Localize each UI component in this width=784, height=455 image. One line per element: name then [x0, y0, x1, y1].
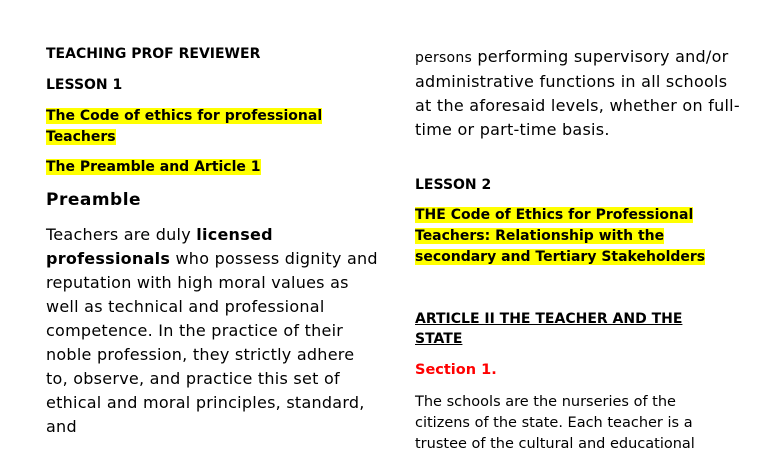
preamble-heading: Preamble: [46, 190, 142, 210]
preamble-paragraph: [46, 223, 381, 439]
code2-title-line-3-text: secondary and Tertiary Stakeholders: [415, 249, 706, 265]
preamble-paragraph-start: Teachers are duly: [46, 225, 197, 244]
lesson-1-heading: LESSON 1: [46, 77, 123, 93]
preamble-article-text: The Preamble and Article 1: [46, 159, 261, 175]
article-2-heading-line-2: STATE: [415, 331, 463, 347]
lesson-2-heading: LESSON 2: [415, 177, 492, 193]
code2-title-line-2: [415, 228, 664, 244]
code-title-line-2-text: Teachers: [46, 129, 116, 145]
continued-paragraph: [415, 45, 745, 142]
code-title-line-2: [46, 129, 116, 145]
code-title-line-1-text: The Code of ethics for professional: [46, 108, 323, 124]
document-title: TEACHING PROF REVIEWER: [46, 46, 261, 62]
continued-paragraph-first-word: persons: [415, 50, 473, 66]
section-1-text: The schools are the nurseries of the citizens of the state. Each teacher is a trustee of the cultural and educational: [415, 394, 695, 452]
section-1-heading: Section 1.: [415, 362, 497, 378]
article-2-heading-line-1: ARTICLE II THE TEACHER AND THE: [415, 311, 683, 327]
code2-title-line-2-text: Teachers: Relationship with the: [415, 228, 665, 244]
continued-paragraph-rest: performing supervisory and/or administrative functions in all schools at the aforesaid levels, whether on full-time or part-time basis.: [415, 47, 740, 139]
code2-title-line-3: [415, 249, 705, 265]
preamble-article-heading: [46, 159, 261, 175]
licensed-professionals-term: licensed professionals: [46, 225, 273, 268]
code2-title-line-1: [415, 207, 693, 223]
preamble-paragraph-rest: who possess dignity and reputation with high moral values as well as technical and professional competence. In the practice of their noble profession, they strictly adhere to, observe, and practice this set of ethical and moral principles, standard, and: [46, 249, 378, 436]
code-title-line-1: [46, 108, 322, 124]
code2-title-line-1-text: THE Code of Ethics for Professional: [415, 207, 694, 223]
